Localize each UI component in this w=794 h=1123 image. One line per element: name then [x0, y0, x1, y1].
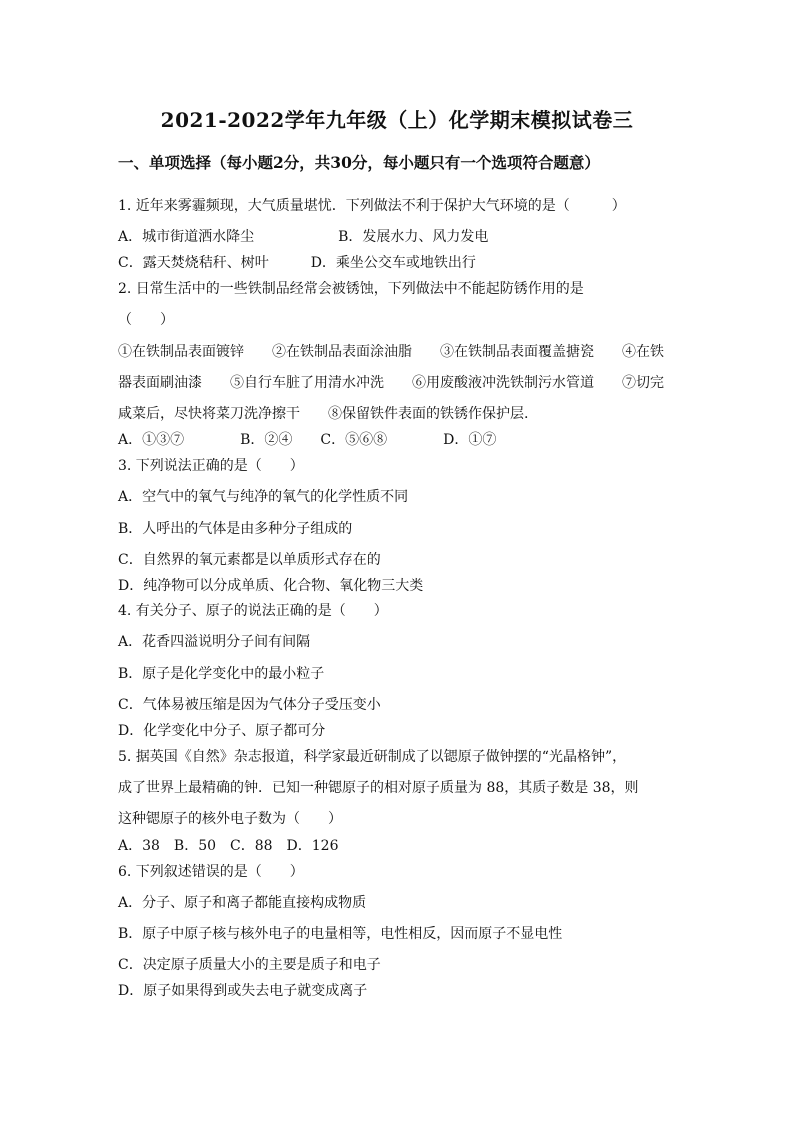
question-5-line-3: 这种锶原子的核外电子数为（ ）	[118, 811, 342, 827]
question-4-option-d: D．化学变化中分子、原子都可分	[118, 723, 326, 739]
question-2-stem-paren: （ ）	[118, 312, 174, 328]
question-1-options-row-1: A．城市街道洒水降尘 B．发展水力、风力发电	[118, 229, 489, 245]
question-3-stem: 3. 下列说法正确的是（ ）	[118, 458, 304, 474]
question-5-line-2: 成了世界上最精确的钟．已知一种锶原子的相对原子质量为 88，其质子数是 38，则	[118, 780, 639, 796]
question-2-items-line-2: 器表面刷油漆 ⑤自行车脏了用清水冲洗 ⑥用废酸液冲洗铁制污水管道 ⑦切完	[118, 375, 664, 391]
question-6-option-d: D．原子如果得到或失去电子就变成离子	[118, 983, 368, 999]
question-2-options: A．①③⑦ B．②④ C．⑤⑥⑧ D．①⑦	[118, 432, 497, 448]
question-6-option-b: B．原子中原子核与核外电子的电量相等，电性相反，因而原子不显电性	[118, 926, 563, 942]
section-heading: 一、单项选择（每小题2分，共30分，每小题只有一个选项符合题意）	[118, 153, 600, 172]
question-1-stem: 1. 近年来雾霾频现，大气质量堪忧．下列做法不利于保护大气环境的是（ ）	[118, 198, 626, 214]
question-2-stem: 2. 日常生活中的一些铁制品经常会被锈蚀，下列做法中不能起防锈作用的是	[118, 281, 584, 297]
question-1-options-row-2: C．露天焚烧秸秆、树叶 D．乘坐公交车或地铁出行	[118, 255, 476, 271]
question-3-option-a: A．空气中的氧气与纯净的氧气的化学性质不同	[118, 489, 409, 505]
question-2-items-line-3: 咸菜后，尽快将菜刀洗净擦干 ⑧保留铁件表面的铁锈作保护层.	[118, 406, 529, 422]
question-5-options: A．38 B．50 C．88 D．126	[118, 838, 339, 854]
question-6-option-a: A．分子、原子和离子都能直接构成物质	[118, 895, 367, 911]
question-4-stem: 4. 有关分子、原子的说法正确的是（ ）	[118, 603, 388, 619]
question-4-option-b: B．原子是化学变化中的最小粒子	[118, 666, 325, 682]
question-6-stem: 6. 下列叙述错误的是（ ）	[118, 864, 304, 880]
question-3-option-b: B．人呼出的气体是由多种分子组成的	[118, 521, 353, 537]
question-2-items-line-1: ①在铁制品表面镀锌 ②在铁制品表面涂油脂 ③在铁制品表面覆盖搪瓷 ④在铁	[118, 344, 664, 360]
question-5-line-1: 5. 据英国《自然》杂志报道，科学家最近研制成了以锶原子做钟摆的“光晶格钟”，	[118, 749, 627, 765]
exam-title: 2021-2022学年九年级（上）化学期末模拟试卷三	[160, 108, 634, 132]
question-3-option-d: D．纯净物可以分成单质、化合物、氧化物三大类	[118, 578, 424, 594]
question-3-option-c: C．自然界的氧元素都是以单质形式存在的	[118, 552, 381, 568]
question-4-option-c: C．气体易被压缩是因为气体分子受压变小	[118, 697, 381, 713]
question-6-option-c: C．决定原子质量大小的主要是质子和电子	[118, 957, 381, 973]
question-4-option-a: A．花香四溢说明分子间有间隔	[118, 634, 311, 650]
